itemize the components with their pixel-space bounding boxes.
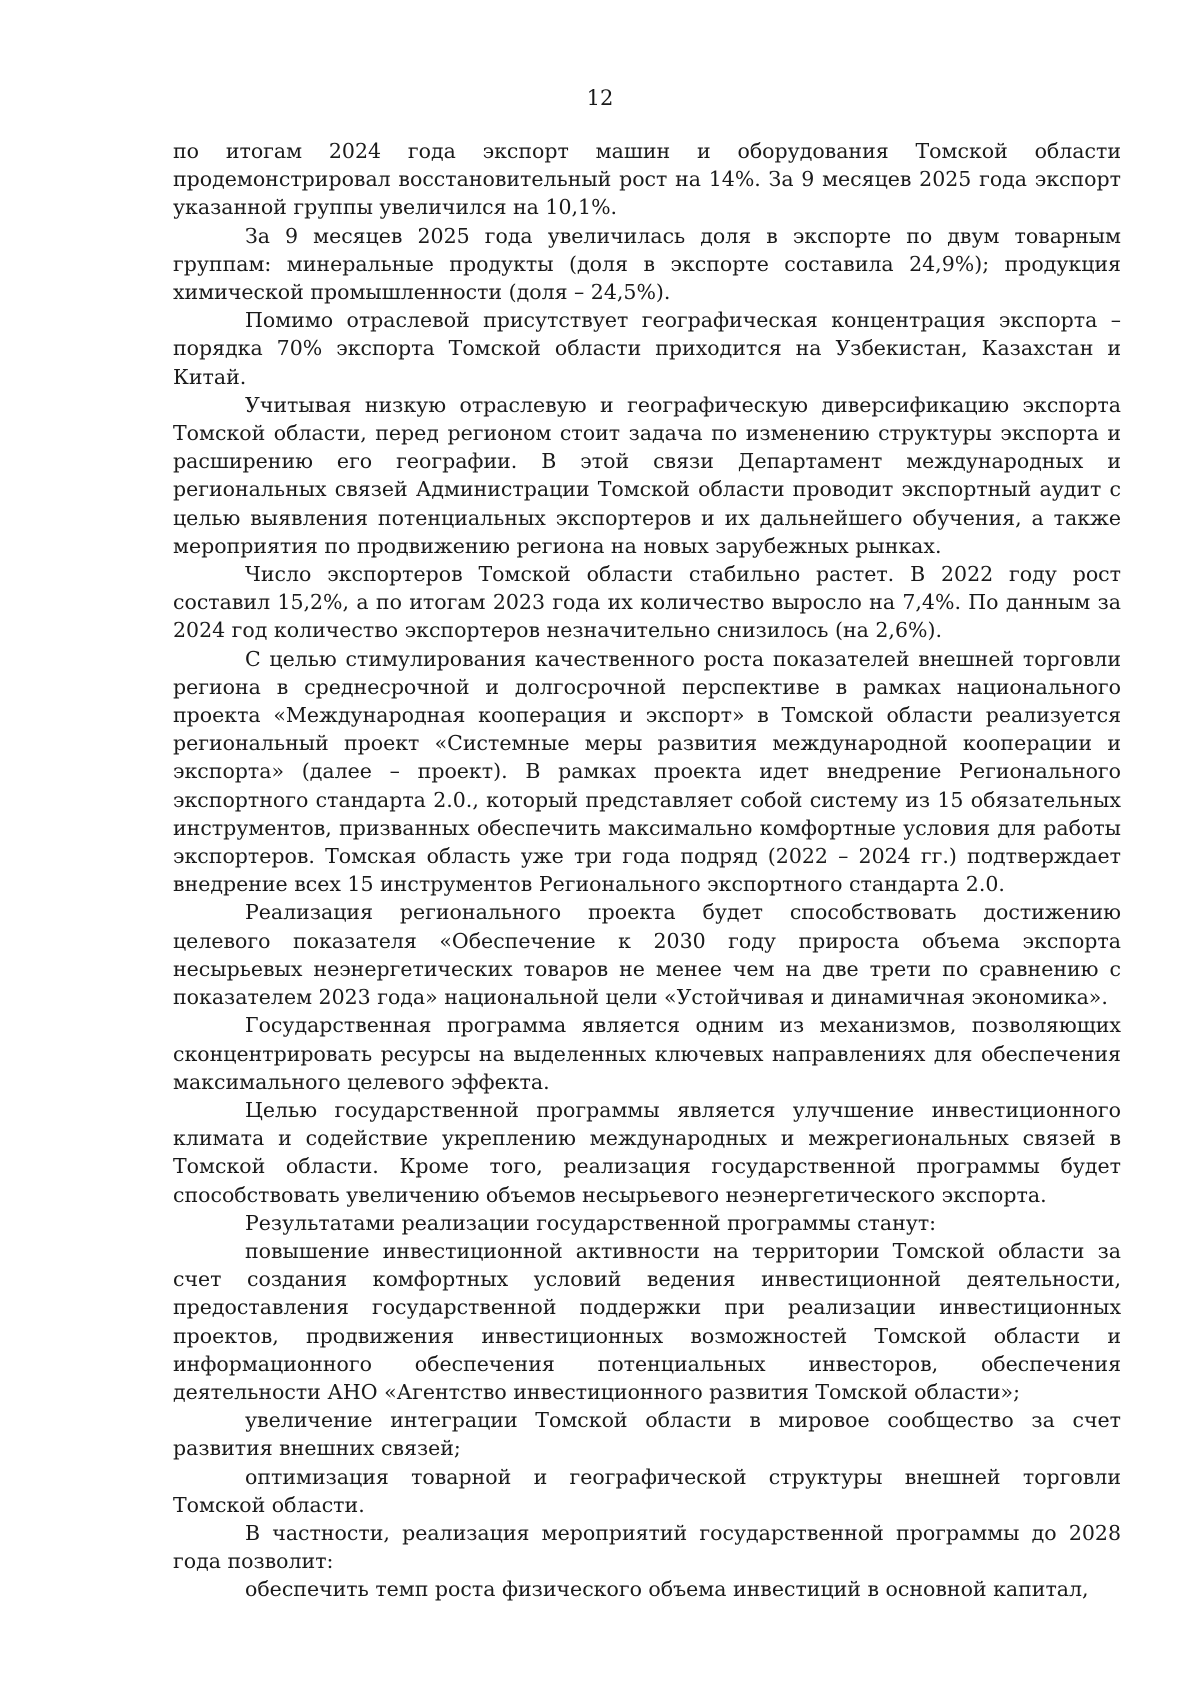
paragraph: по итогам 2024 года экспорт машин и оборудования Томской области продемонстрировал восстановительный рост на 14%. За 9 месяцев 2025 года экспорт указанной группы увеличился на 10,1%. xyxy=(173,139,1121,220)
paragraph: За 9 месяцев 2025 года увеличилась доля в экспорте по двум товарным группам: минеральные продукты (доля в экспорте составила 24,9%); продукция химической промышленности (доля – 24,5%). xyxy=(173,223,1121,305)
list-item: обеспечить темп роста физического объема инвестиций в основной капитал, xyxy=(245,1577,1089,1602)
paragraph: Помимо отраслевой присутствует географическая концентрация экспорта – порядка 70% экспорта Томской области приходится на Узбекистан, Казахстан и Китай. xyxy=(173,308,1121,389)
paragraph: В частности, реализация мероприятий государственной программы до 2028 года позволит: xyxy=(173,1520,1121,1574)
paragraph: Результатами реализации государственной программы станут: xyxy=(245,1210,937,1235)
paragraph: Число экспортеров Томской области стабильно растет. В 2022 году рост составил 15,2%, а по итогам 2023 года их количество выросло на 7,4%. По данным за 2024 год количество экспортеров незначительно снизилось (на 2,6%). xyxy=(173,562,1121,643)
list-item: оптимизация товарной и географической структуры внешней торговли Томской области. xyxy=(173,1464,1121,1517)
paragraph: Реализация регионального проекта будет способствовать достижению целевого показателя «Обеспечение к 2030 году прироста объема экспорта несырьевых неэнергетических товаров не менее чем на две трети по сравнению с показателем 2023 года» национальной цели «Устойчивая и динамичная экономика». xyxy=(173,900,1121,1010)
list-item: увеличение интеграции Томской области в мировое сообщество за счет развития внешних связей; xyxy=(173,1408,1121,1461)
list-item: повышение инвестиционной активности на территории Томской области за счет создания комфортных условий ведения инвестиционной деятельности, предоставления государственной поддержки при реализации инвестиционных проектов, продвижения инвестиционных возможностей Томской области и информационного обеспечения потенциальных инвесторов, обеспечения деятельности АНО «Агентство инвестиционного развития Томской области»; xyxy=(173,1238,1121,1404)
paragraph: Учитывая низкую отраслевую и географическую диверсификацию экспорта Томской области, перед регионом стоит задача по изменению структуры экспорта и расширению его географии. В этой связи Департамент международных и региональных связей Администрации Томской области проводит экспортный аудит с целью выявления потенциальных экспортеров и их дальнейшего обучения, а также мероприятия по продвижению региона на новых зарубежных рынках. xyxy=(173,392,1121,558)
paragraph: Целью государственной программы является улучшение инвестиционного климата и содействие укреплению международных и межрегиональных связей в Томской области. Кроме того, реализация государственной программы будет способствовать увеличению объемов несырьевого неэнергетического экспорта. xyxy=(173,1097,1121,1207)
document-body xyxy=(173,137,1121,1604)
page-number: 12 xyxy=(586,86,614,110)
paragraph: Государственная программа является одним из механизмов, позволяющих сконцентрировать ресурсы на выделенных ключевых направлениях для обеспечения максимального целевого эффекта. xyxy=(173,1013,1121,1094)
paragraph: С целью стимулирования качественного роста показателей внешней торговли региона в среднесрочной и долгосрочной перспективе в рамках национального проекта «Международная кооперация и экспорт» в Томской области реализуется региональный проект «Системные меры развития международной кооперации и экспорта» (далее – проект). В рамках проекта идет внедрение Регионального экспортного стандарта 2.0., который представляет собой систему из 15 обязательных инструментов, призванных обеспечить максимально комфортные условия для работы экспортеров. Томская область уже три года подряд (2022 – 2024 гг.) подтверждает внедрение всех 15 инструментов Регионального экспортного стандарта 2.0. xyxy=(173,646,1121,897)
